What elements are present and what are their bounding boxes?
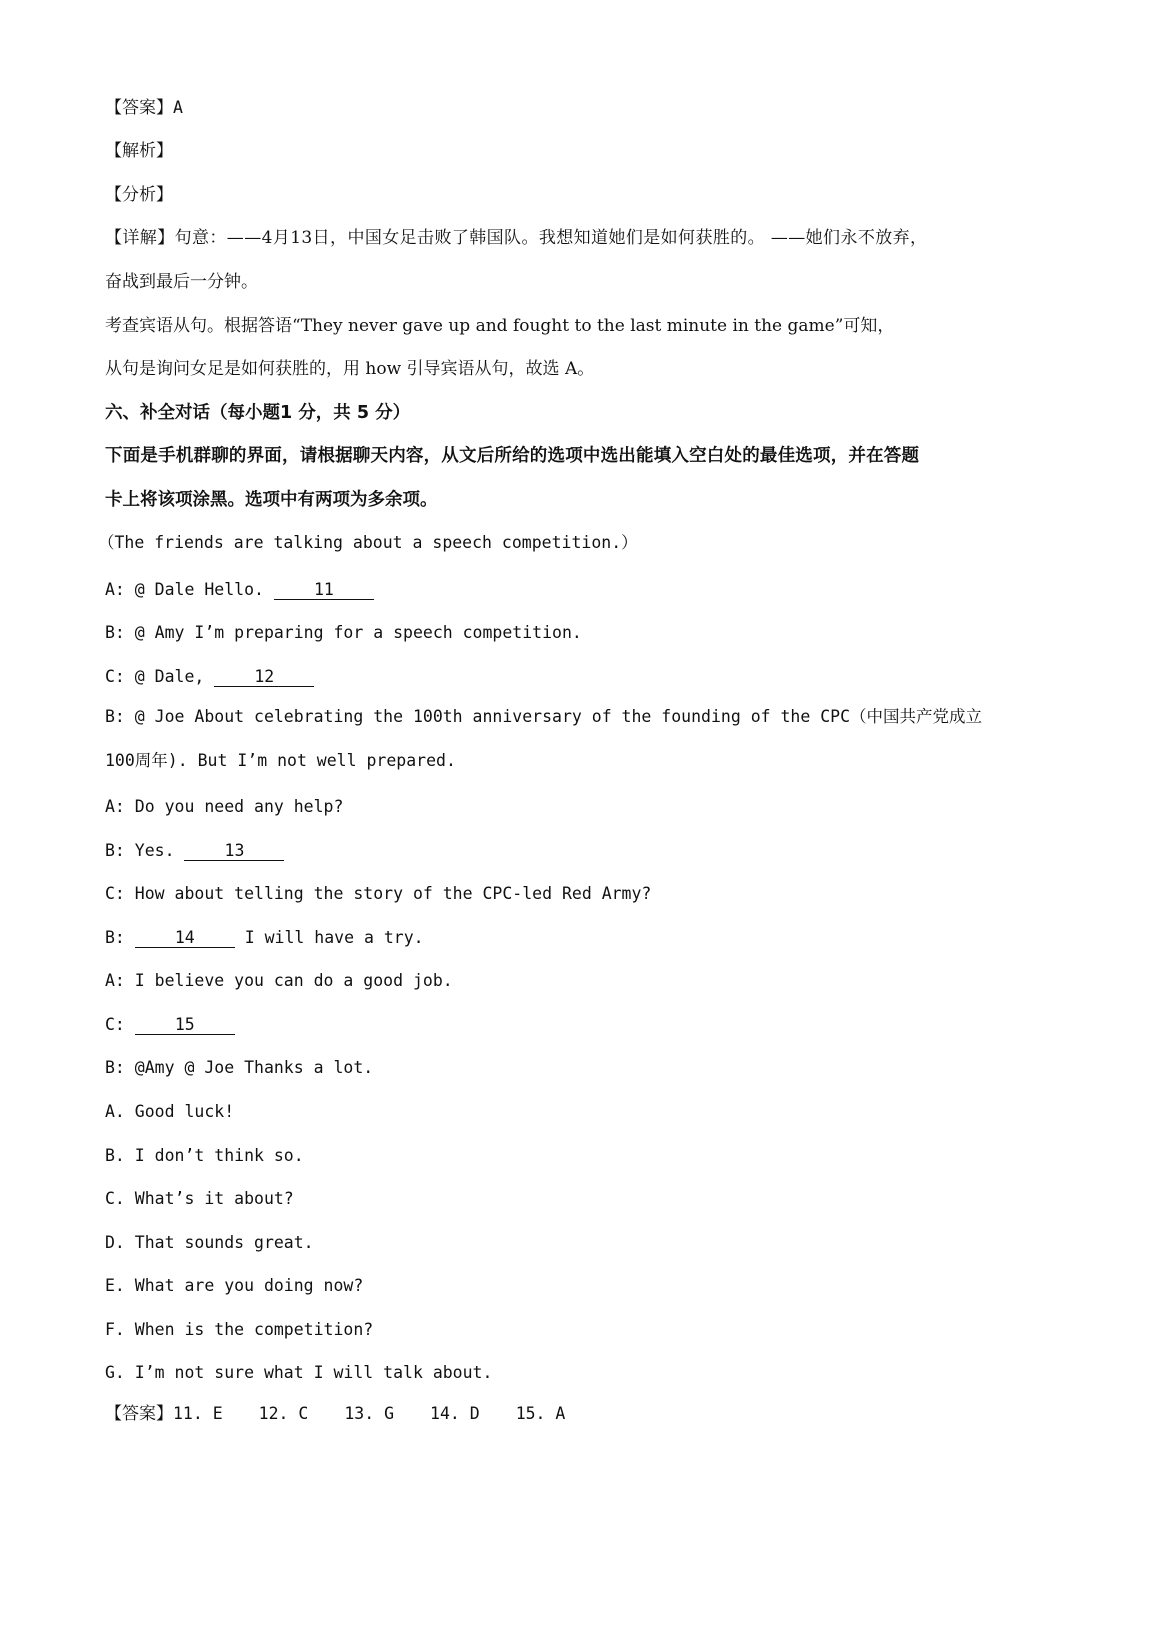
option-b: B. I don’t think so.	[105, 1146, 304, 1165]
dialogue-line: B: @ Joe About celebrating the 100th anniversary of the founding of the CPC（中国共产党成立	[105, 707, 983, 726]
answer-line	[105, 97, 183, 119]
answers-line	[105, 1403, 565, 1425]
section-heading: 六、补全对话（每小题1 分，共 5 分）	[105, 403, 411, 423]
answer-blank: 13	[184, 842, 284, 861]
fenxi-label: 【分析】	[105, 185, 173, 205]
answer-blank: 14	[135, 929, 235, 948]
answer-item: 12. C	[258, 1404, 309, 1423]
option-f: F. When is the competition?	[105, 1320, 374, 1339]
context-line: （The friends are talking about a speech competition.）	[98, 533, 638, 552]
answer-blank: 11	[274, 581, 374, 600]
dialogue-line: C: @ Dale, 12	[105, 666, 314, 688]
answer-label: 【答案】	[105, 98, 173, 118]
analysis-label: 【解析】	[105, 141, 173, 161]
explain-line-2: 从句是询问女足是如何获胜的，用 how 引导宾语从句，故选 A。	[105, 359, 595, 379]
explain-line-1: 考查宾语从句。根据答语“They never gave up and fought to the last minute in the game”可知，	[105, 316, 895, 336]
option-g: G. I’m not sure what I will talk about.	[105, 1363, 493, 1382]
option-d: D. That sounds great.	[105, 1233, 314, 1252]
instruction-line-2: 卡上将该项涂黑。选项中有两项为多余项。	[105, 490, 438, 510]
answer-blank: 15	[135, 1016, 235, 1035]
dialogue-line: A: I believe you can do a good job.	[105, 971, 453, 990]
dialogue-line: C: 15	[105, 1014, 235, 1036]
answer-item: 15. A	[515, 1404, 566, 1423]
answer-value: A	[173, 98, 183, 117]
dialogue-line: B: 14 I will have a try.	[105, 928, 424, 947]
detail-line-2: 奋战到最后一分钟。	[105, 272, 258, 292]
dialogue-line: 100周年). But I’m not well prepared.	[105, 751, 456, 770]
answer-item: 13. G	[344, 1404, 395, 1423]
option-c: C. What’s it about?	[105, 1189, 294, 1208]
option-a: A. Good luck!	[105, 1102, 235, 1121]
dialogue-line: A: Do you need any help?	[105, 797, 344, 816]
instruction-line-1: 下面是手机群聊的界面，请根据聊天内容，从文后所给的选项中选出能填入空白处的最佳选项，并在答题	[105, 446, 920, 466]
dialogue-line: B: Yes. 13	[105, 840, 284, 862]
dialogue-line: A: @ Dale Hello. 11	[105, 579, 374, 601]
dialogue-line: B: @Amy @ Joe Thanks a lot.	[105, 1058, 374, 1077]
option-e: E. What are you doing now?	[105, 1276, 364, 1295]
answer-label: 【答案】	[105, 1404, 173, 1424]
dialogue-line: C: How about telling the story of the CPC-led Red Army?	[105, 884, 652, 903]
answer-blank: 12	[214, 668, 314, 687]
answer-item: 14. D	[430, 1404, 480, 1423]
dialogue-line: B: @ Amy I’m preparing for a speech competition.	[105, 623, 582, 642]
answer-item: 11. E	[173, 1404, 223, 1423]
detail-line-1: 【详解】句意：——4月13日，中国女足击败了韩国队。我想知道她们是如何获胜的。 ——她们永不放弃，	[105, 228, 928, 248]
